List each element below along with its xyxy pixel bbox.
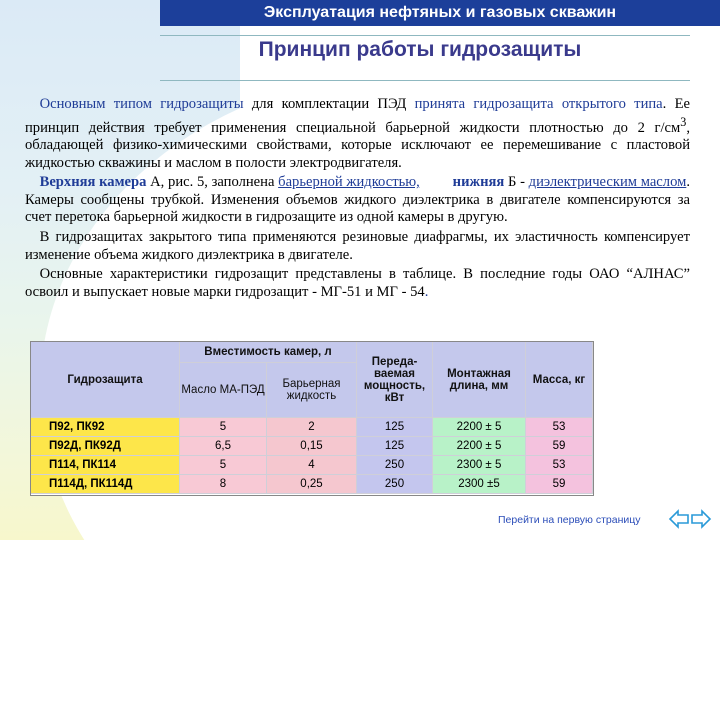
row-2-power: 125 bbox=[357, 437, 433, 456]
term-upper-chamber: Верхняя камера bbox=[39, 174, 147, 191]
title-rule-top bbox=[160, 35, 690, 36]
paragraph-2 bbox=[25, 174, 690, 227]
prev-arrow-icon[interactable] bbox=[668, 508, 690, 530]
row-3-name: П114, ПК114 bbox=[31, 456, 180, 475]
title-rule-bottom bbox=[160, 80, 690, 81]
header-length: Монтажная длина, мм bbox=[433, 342, 526, 418]
row-4-length: 2300 ±5 bbox=[433, 475, 526, 494]
paragraph-4 bbox=[25, 266, 690, 301]
header-barrier: Барьерная жидкость bbox=[267, 363, 357, 418]
term-lower: нижняя bbox=[452, 174, 505, 191]
paragraph-3 bbox=[25, 229, 690, 264]
link-barrier-liquid[interactable]: барьерной жидкостью, bbox=[278, 174, 420, 191]
row-2-barrier: 0,15 bbox=[267, 437, 357, 456]
row-2-oil: 6,5 bbox=[180, 437, 267, 456]
row-1-length: 2200 ± 5 bbox=[433, 418, 526, 437]
row-4-mass: 59 bbox=[526, 475, 593, 494]
row-1-name: П92, ПК92 bbox=[31, 418, 180, 437]
link-dielectric-oil[interactable]: диэлектрическим маслом bbox=[528, 174, 687, 191]
header-bar bbox=[160, 0, 720, 26]
header-oil: Масло МА-ПЭД bbox=[180, 363, 267, 418]
row-2-name: П92Д, ПК92Д bbox=[31, 437, 180, 456]
row-2-length: 2200 ± 5 bbox=[433, 437, 526, 456]
header-power: Переда-ваемая мощность, кВт bbox=[357, 342, 433, 418]
row-1-power: 125 bbox=[357, 418, 433, 437]
row-4-power: 250 bbox=[357, 475, 433, 494]
p1-text-b: для комплектации ПЭД bbox=[243, 96, 415, 112]
row-3-barrier: 4 bbox=[267, 456, 357, 475]
term-main-type: Основным типом гидрозащиты bbox=[39, 96, 244, 112]
p2-text-g: . Камеры сообщены трубкой. Изменения объемов жидкого диэлектрика в двигателе компенсируются за счет перетока барьерной жидкости в гидрозащите из одной камеры в другую. bbox=[25, 174, 690, 226]
paragraph-1 bbox=[25, 96, 690, 172]
next-arrow-icon[interactable] bbox=[690, 508, 712, 530]
slide-title: Принцип работы гидрозащиты bbox=[258, 38, 582, 61]
header-capacity: Вместимость камер, л bbox=[180, 342, 357, 363]
row-1-mass: 53 bbox=[526, 418, 593, 437]
header-name: Гидрозащита bbox=[31, 342, 180, 418]
row-2-mass: 59 bbox=[526, 437, 593, 456]
row-3-length: 2300 ± 5 bbox=[433, 456, 526, 475]
p2-text-e: Б - bbox=[504, 174, 529, 191]
row-3-oil: 5 bbox=[180, 456, 267, 475]
header-mass: Масса, кг bbox=[526, 342, 593, 418]
row-3-mass: 53 bbox=[526, 456, 593, 475]
p1-text-e: , обладающей физико-химическими свойствами, которые исключают ее перемешивание с пластовой жидкостью скважины и маслом в полости электродвигателя. bbox=[25, 119, 690, 171]
row-4-barrier: 0,25 bbox=[267, 475, 357, 494]
row-4-oil: 8 bbox=[180, 475, 267, 494]
p4-text-b: . bbox=[424, 283, 429, 300]
p2-text-b: А, рис. 5, заполнена bbox=[146, 174, 279, 191]
term-open-type: принята гидрозащита открытого типа bbox=[414, 96, 663, 112]
row-4-name: П114Д, ПК114Д bbox=[31, 475, 180, 494]
p1-text-d: . Ее принцип действия требует применения специальной барьерной жидкости плотностью до 2 г/см bbox=[25, 96, 691, 136]
characteristics-table bbox=[30, 341, 594, 496]
p3-text: В гидрозащитах закрытого типа применяются резиновые диафрагмы, их эластичность компенсирует изменение объема жидкого диэлектрика в двигателе. bbox=[25, 229, 690, 263]
row-3-power: 250 bbox=[357, 456, 433, 475]
body-text bbox=[25, 96, 690, 303]
row-1-oil: 5 bbox=[180, 418, 267, 437]
p1-superscript: 3 bbox=[680, 114, 687, 129]
first-page-link[interactable]: Перейти на первую страницу bbox=[498, 514, 641, 526]
header-title: Эксплуатация нефтяных и газовых скважин bbox=[263, 4, 617, 21]
p4-text-a: Основные характеристики гидрозащит представлены в таблице. В последние годы ОАО “АЛНАС” освоил и выпускает новые марки гидрозащит - МГ-51 и МГ - 54 bbox=[25, 266, 690, 300]
row-1-barrier: 2 bbox=[267, 418, 357, 437]
